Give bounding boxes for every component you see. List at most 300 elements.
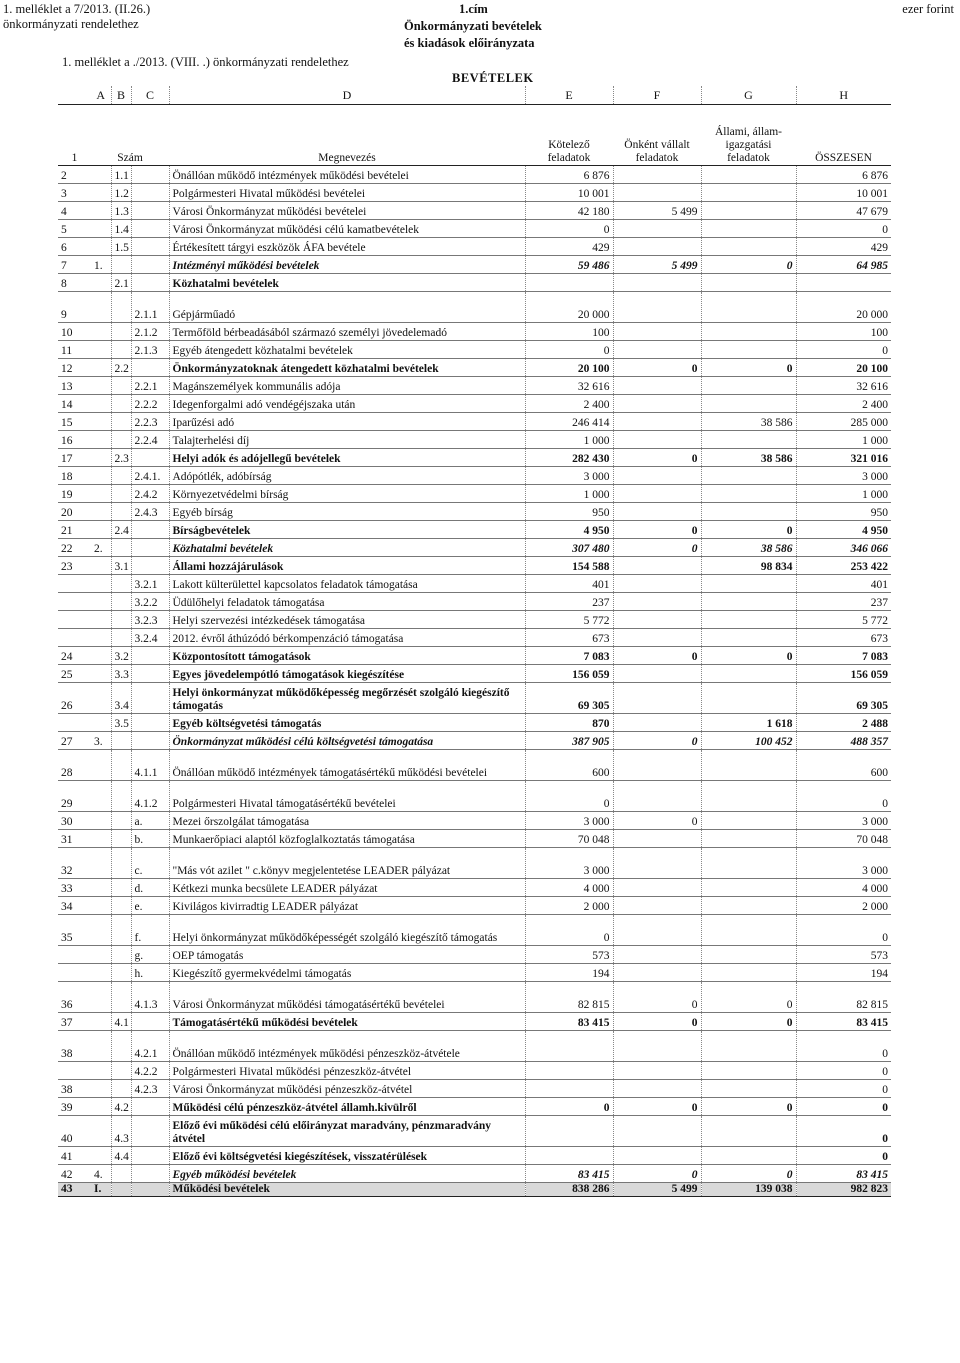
value-onkent: 0 (613, 521, 701, 539)
row-code-a (91, 750, 111, 781)
row-code-b (111, 915, 131, 946)
value-osszesen: 982 823 (796, 1183, 891, 1197)
row-code-c (131, 256, 169, 274)
value-allami: 0 (701, 256, 796, 274)
row-code-b (111, 879, 131, 897)
row-number: 39 (58, 1098, 91, 1116)
value-kotelezo: 83 415 (525, 1165, 613, 1183)
value-onkent (613, 377, 701, 395)
row-description: Működési bevételek (169, 1183, 525, 1197)
table-row (58, 431, 891, 449)
value-osszesen: 401 (796, 575, 891, 593)
value-kotelezo: 237 (525, 593, 613, 611)
value-osszesen: 194 (796, 964, 891, 982)
value-allami (701, 781, 796, 812)
row-description: Lakott külterülettel kapcsolatos feladatok támogatása (169, 575, 525, 593)
row-description: Működési célú pénzeszköz-átvétel államh.kivülről (169, 1098, 525, 1116)
row-code-c: 4.2.3 (131, 1080, 169, 1098)
table-row (58, 575, 891, 593)
value-onkent (613, 946, 701, 964)
row-code-b: 3.2 (111, 647, 131, 665)
row-code-a (91, 202, 111, 220)
table-row (58, 982, 891, 1013)
value-kotelezo: 6 876 (525, 166, 613, 184)
row-code-b: 4.4 (111, 1147, 131, 1165)
row-code-c: 4.1.3 (131, 982, 169, 1013)
row-description: Előző évi működési célú előirányzat maradvány, pénzmaradvány átvétel (169, 1116, 525, 1147)
row-code-c: c. (131, 848, 169, 879)
value-allami (701, 665, 796, 683)
value-onkent: 0 (613, 732, 701, 750)
col-letter-h: H (796, 86, 891, 105)
table-row (58, 897, 891, 915)
value-onkent (613, 323, 701, 341)
row-code-c: 2.4.1. (131, 467, 169, 485)
value-onkent (613, 665, 701, 683)
row-code-b: 2.4 (111, 521, 131, 539)
value-osszesen: 7 083 (796, 647, 891, 665)
value-allami (701, 629, 796, 647)
value-kotelezo: 1 000 (525, 485, 613, 503)
value-onkent (613, 830, 701, 848)
decree-reference-1: 1. melléklet a 7/2013. (II.26.) (3, 2, 151, 16)
row-code-a (91, 830, 111, 848)
value-onkent: 0 (613, 359, 701, 377)
value-kotelezo: 156 059 (525, 665, 613, 683)
row-code-c (131, 521, 169, 539)
row-number: 42 (58, 1165, 91, 1183)
value-osszesen: 0 (796, 220, 891, 238)
table-body (58, 166, 891, 1183)
doc-title-line3: és kiadások előirányzata (404, 36, 535, 50)
value-kotelezo (525, 1031, 613, 1062)
value-osszesen: 0 (796, 1098, 891, 1116)
col-letter-g: G (701, 86, 796, 105)
row-code-c (131, 647, 169, 665)
value-allami (701, 879, 796, 897)
value-onkent (613, 915, 701, 946)
table-row (58, 1147, 891, 1165)
row-code-c: 2.1.2 (131, 323, 169, 341)
row-number: 3 (58, 184, 91, 202)
value-osszesen: 429 (796, 238, 891, 256)
value-osszesen: 0 (796, 781, 891, 812)
table-row (58, 256, 891, 274)
row-code-a (91, 897, 111, 915)
value-allami (701, 184, 796, 202)
row-code-c: 2.1.3 (131, 341, 169, 359)
table-row (58, 449, 891, 467)
value-kotelezo: 194 (525, 964, 613, 982)
value-onkent (613, 879, 701, 897)
header-allami: Állami, állam-igazgatási feladatok (701, 105, 796, 166)
row-description: Közhatalmi bevételek (169, 274, 525, 292)
value-osszesen: 0 (796, 1062, 891, 1080)
row-code-b (111, 341, 131, 359)
doc-title-line2: Önkormányzati bevételek (404, 19, 542, 33)
row-code-c (131, 1098, 169, 1116)
table-row (58, 1031, 891, 1062)
row-code-b: 1.5 (111, 238, 131, 256)
table-row (58, 292, 891, 323)
row-code-a (91, 166, 111, 184)
row-code-a (91, 413, 111, 431)
table-row (58, 1116, 891, 1147)
row-description: Polgármesteri Hivatal működési pénzeszköz-átvétel (169, 1062, 525, 1080)
row-number: 34 (58, 897, 91, 915)
row-code-c: 2.2.4 (131, 431, 169, 449)
row-code-b (111, 593, 131, 611)
row-number: 40 (58, 1116, 91, 1147)
value-onkent (613, 184, 701, 202)
row-number: 22 (58, 539, 91, 557)
row-number (58, 1062, 91, 1080)
value-onkent (613, 485, 701, 503)
value-osszesen: 4 950 (796, 521, 891, 539)
row-code-b (111, 946, 131, 964)
row-code-b: 1.2 (111, 184, 131, 202)
row-number (58, 964, 91, 982)
table-row (58, 1165, 891, 1183)
table-row (58, 812, 891, 830)
value-allami: 38 586 (701, 449, 796, 467)
value-osszesen: 3 000 (796, 848, 891, 879)
row-description: Önkormányzatoknak átengedett közhatalmi bevételek (169, 359, 525, 377)
row-code-b: 3.4 (111, 683, 131, 714)
row-code-c (131, 1116, 169, 1147)
value-kotelezo: 70 048 (525, 830, 613, 848)
row-number: 12 (58, 359, 91, 377)
value-kotelezo: 0 (525, 1098, 613, 1116)
row-description: Termőföld bérbeadásából származó személyi jövedelemadó (169, 323, 525, 341)
row-number (58, 946, 91, 964)
header-osszesen: ÖSSZESEN (796, 105, 891, 166)
row-number: 27 (58, 732, 91, 750)
value-osszesen: 3 000 (796, 812, 891, 830)
row-code-b (111, 750, 131, 781)
row-code-a (91, 1031, 111, 1062)
value-onkent (613, 413, 701, 431)
value-allami (701, 292, 796, 323)
row-code-c (131, 238, 169, 256)
table-row (58, 503, 891, 521)
col-letter-b: B (111, 86, 131, 105)
value-onkent (613, 897, 701, 915)
total-row (58, 1183, 891, 1197)
value-kotelezo: 154 588 (525, 557, 613, 575)
column-letter-row (58, 86, 891, 105)
row-number: 32 (58, 848, 91, 879)
row-description: Egyéb működési bevételek (169, 1165, 525, 1183)
row-code-c (131, 449, 169, 467)
row-code-c: 4.1.2 (131, 781, 169, 812)
value-kotelezo: 870 (525, 714, 613, 732)
value-kotelezo: 1 000 (525, 431, 613, 449)
row-description: Előző évi költségvetési kiegészítések, visszatérülések (169, 1147, 525, 1165)
value-onkent (613, 341, 701, 359)
row-code-c (131, 166, 169, 184)
row-number: 10 (58, 323, 91, 341)
table-row (58, 647, 891, 665)
value-osszesen: 950 (796, 503, 891, 521)
value-onkent (613, 683, 701, 714)
row-number: 43 (58, 1183, 91, 1197)
value-onkent: 0 (613, 1165, 701, 1183)
value-kotelezo: 20 100 (525, 359, 613, 377)
value-osszesen: 10 001 (796, 184, 891, 202)
row-code-b (111, 323, 131, 341)
row-number (58, 593, 91, 611)
row-code-b (111, 539, 131, 557)
row-number: 33 (58, 879, 91, 897)
value-kotelezo (525, 1062, 613, 1080)
table-row (58, 274, 891, 292)
table-row (58, 665, 891, 683)
row-description: Polgármesteri Hivatal támogatásértékű bevételei (169, 781, 525, 812)
row-code-b: 4.3 (111, 1116, 131, 1147)
row-description: Bírságbevételek (169, 521, 525, 539)
value-onkent (613, 1031, 701, 1062)
row-code-a (91, 714, 111, 732)
row-code-c (131, 220, 169, 238)
value-osszesen: 6 876 (796, 166, 891, 184)
value-osszesen (796, 274, 891, 292)
value-kotelezo: 600 (525, 750, 613, 781)
row-code-b: 2.1 (111, 274, 131, 292)
row-code-b: 1.3 (111, 202, 131, 220)
table-row (58, 485, 891, 503)
value-allami (701, 377, 796, 395)
row-code-b (111, 830, 131, 848)
value-kotelezo: 82 815 (525, 982, 613, 1013)
col-letter-e: E (525, 86, 613, 105)
row-number: 4 (58, 202, 91, 220)
table-row (58, 915, 891, 946)
value-osszesen: 83 415 (796, 1165, 891, 1183)
value-onkent (613, 1116, 701, 1147)
value-allami: 1 618 (701, 714, 796, 732)
row-code-c (131, 714, 169, 732)
row-code-c: 3.2.3 (131, 611, 169, 629)
value-kotelezo: 950 (525, 503, 613, 521)
value-osszesen: 0 (796, 1116, 891, 1147)
value-kotelezo: 838 286 (525, 1183, 613, 1197)
row-code-a (91, 683, 111, 714)
value-osszesen: 100 (796, 323, 891, 341)
row-code-a: I. (91, 1183, 111, 1197)
table-row (58, 220, 891, 238)
row-code-c (131, 202, 169, 220)
row-description: Kiegészítő gyermekvédelmi támogatás (169, 964, 525, 982)
value-kotelezo (525, 274, 613, 292)
value-allami (701, 1147, 796, 1165)
row-number: 6 (58, 238, 91, 256)
row-description: Önkormányzat működési célú költségvetési támogatása (169, 732, 525, 750)
row-code-b (111, 292, 131, 323)
value-kotelezo: 42 180 (525, 202, 613, 220)
decree-reference-3: 1. melléklet a ./2013. (VIII. .) önkormányzati rendelethez (62, 55, 349, 69)
value-allami: 0 (701, 647, 796, 665)
row-description: Városi Önkormányzat működési bevételei (169, 202, 525, 220)
table-row (58, 166, 891, 184)
unit-label: ezer forint (902, 2, 954, 16)
row-code-c: 3.2.2 (131, 593, 169, 611)
col-letter-d: D (169, 86, 525, 105)
row-code-a (91, 395, 111, 413)
row-code-a (91, 915, 111, 946)
value-allami: 0 (701, 982, 796, 1013)
value-onkent: 0 (613, 812, 701, 830)
row-code-a: 1. (91, 256, 111, 274)
table-row (58, 184, 891, 202)
row-number: 41 (58, 1147, 91, 1165)
row-number: 2 (58, 166, 91, 184)
row-description: Helyi önkormányzat működőképességét szolgáló kiegészítő támogatás (169, 915, 525, 946)
row-description: Gépjárműadó (169, 292, 525, 323)
row-code-b: 1.4 (111, 220, 131, 238)
row-code-c (131, 732, 169, 750)
row-code-b: 4.1 (111, 1013, 131, 1031)
table-row (58, 341, 891, 359)
table-row (58, 750, 891, 781)
row-description: Intézményi működési bevételek (169, 256, 525, 274)
row-code-a (91, 184, 111, 202)
row-code-b (111, 629, 131, 647)
value-osszesen: 237 (796, 593, 891, 611)
value-kotelezo: 5 772 (525, 611, 613, 629)
row-description: Adópótlék, adóbírság (169, 467, 525, 485)
value-allami (701, 202, 796, 220)
value-osszesen: 321 016 (796, 449, 891, 467)
row-code-c: 3.2.1 (131, 575, 169, 593)
row-code-a (91, 1098, 111, 1116)
row-code-b (111, 467, 131, 485)
row-code-b (111, 575, 131, 593)
value-allami (701, 166, 796, 184)
row-number (58, 629, 91, 647)
value-osszesen: 69 305 (796, 683, 891, 714)
value-onkent (613, 557, 701, 575)
value-osszesen: 156 059 (796, 665, 891, 683)
row-description: Központosított támogatások (169, 647, 525, 665)
budget-table (58, 86, 891, 1197)
row-code-b (111, 848, 131, 879)
row-code-a (91, 848, 111, 879)
row-description: Munkaerőpiaci alaptól közfoglalkoztatás támogatása (169, 830, 525, 848)
row-code-a (91, 575, 111, 593)
value-onkent (613, 1062, 701, 1080)
row-code-a (91, 377, 111, 395)
row-code-a (91, 323, 111, 341)
value-kotelezo: 282 430 (525, 449, 613, 467)
row-code-a (91, 647, 111, 665)
row-code-a (91, 781, 111, 812)
row-code-a (91, 1147, 111, 1165)
row-code-c: 4.1.1 (131, 750, 169, 781)
row-code-b: 2.3 (111, 449, 131, 467)
table-row (58, 238, 891, 256)
value-kotelezo (525, 1116, 613, 1147)
row-code-c: 3.2.4 (131, 629, 169, 647)
section-title: BEVÉTELEK (452, 71, 534, 85)
table-row (58, 683, 891, 714)
row-description: Egyéb bírság (169, 503, 525, 521)
value-onkent (613, 714, 701, 732)
value-kotelezo: 100 (525, 323, 613, 341)
value-osszesen: 47 679 (796, 202, 891, 220)
table-row (58, 413, 891, 431)
table-row (58, 521, 891, 539)
value-allami: 38 586 (701, 539, 796, 557)
value-kotelezo: 10 001 (525, 184, 613, 202)
value-allami (701, 946, 796, 964)
value-osszesen: 253 422 (796, 557, 891, 575)
value-kotelezo: 0 (525, 220, 613, 238)
header-row-number: 1 (58, 105, 91, 166)
value-kotelezo: 429 (525, 238, 613, 256)
value-onkent (613, 629, 701, 647)
table-row (58, 1098, 891, 1116)
value-osszesen: 0 (796, 341, 891, 359)
value-allami (701, 485, 796, 503)
value-onkent: 5 499 (613, 1183, 701, 1197)
row-code-c: e. (131, 897, 169, 915)
value-onkent: 0 (613, 539, 701, 557)
col-letter-a: A (91, 86, 111, 105)
value-osszesen: 2 488 (796, 714, 891, 732)
column-header-row (58, 105, 891, 166)
value-kotelezo: 246 414 (525, 413, 613, 431)
row-code-b (111, 431, 131, 449)
row-code-a (91, 220, 111, 238)
value-allami: 139 038 (701, 1183, 796, 1197)
table-row (58, 395, 891, 413)
header-megnevezes: Megnevezés (169, 105, 525, 166)
row-code-b (111, 413, 131, 431)
value-onkent (613, 964, 701, 982)
table-row (58, 539, 891, 557)
row-code-a: 2. (91, 539, 111, 557)
value-kotelezo: 59 486 (525, 256, 613, 274)
row-code-b (111, 503, 131, 521)
value-onkent (613, 395, 701, 413)
row-description: Állami hozzájárulások (169, 557, 525, 575)
value-osszesen: 573 (796, 946, 891, 964)
value-onkent (613, 1080, 701, 1098)
value-osszesen: 82 815 (796, 982, 891, 1013)
row-description: Közhatalmi bevételek (169, 539, 525, 557)
row-number: 37 (58, 1013, 91, 1031)
value-onkent (613, 750, 701, 781)
value-onkent: 0 (613, 982, 701, 1013)
row-code-a (91, 593, 111, 611)
row-number: 24 (58, 647, 91, 665)
value-onkent (613, 503, 701, 521)
row-description: Környezetvédelmi bírság (169, 485, 525, 503)
doc-title-cim: 1.cím (459, 2, 488, 16)
row-number: 25 (58, 665, 91, 683)
value-kotelezo: 4 950 (525, 521, 613, 539)
value-osszesen: 1 000 (796, 485, 891, 503)
value-onkent: 0 (613, 647, 701, 665)
row-code-c: 4.2.1 (131, 1031, 169, 1062)
value-allami (701, 1031, 796, 1062)
row-code-a (91, 964, 111, 982)
row-code-a (91, 1080, 111, 1098)
value-onkent (613, 431, 701, 449)
value-allami (701, 683, 796, 714)
row-number: 14 (58, 395, 91, 413)
